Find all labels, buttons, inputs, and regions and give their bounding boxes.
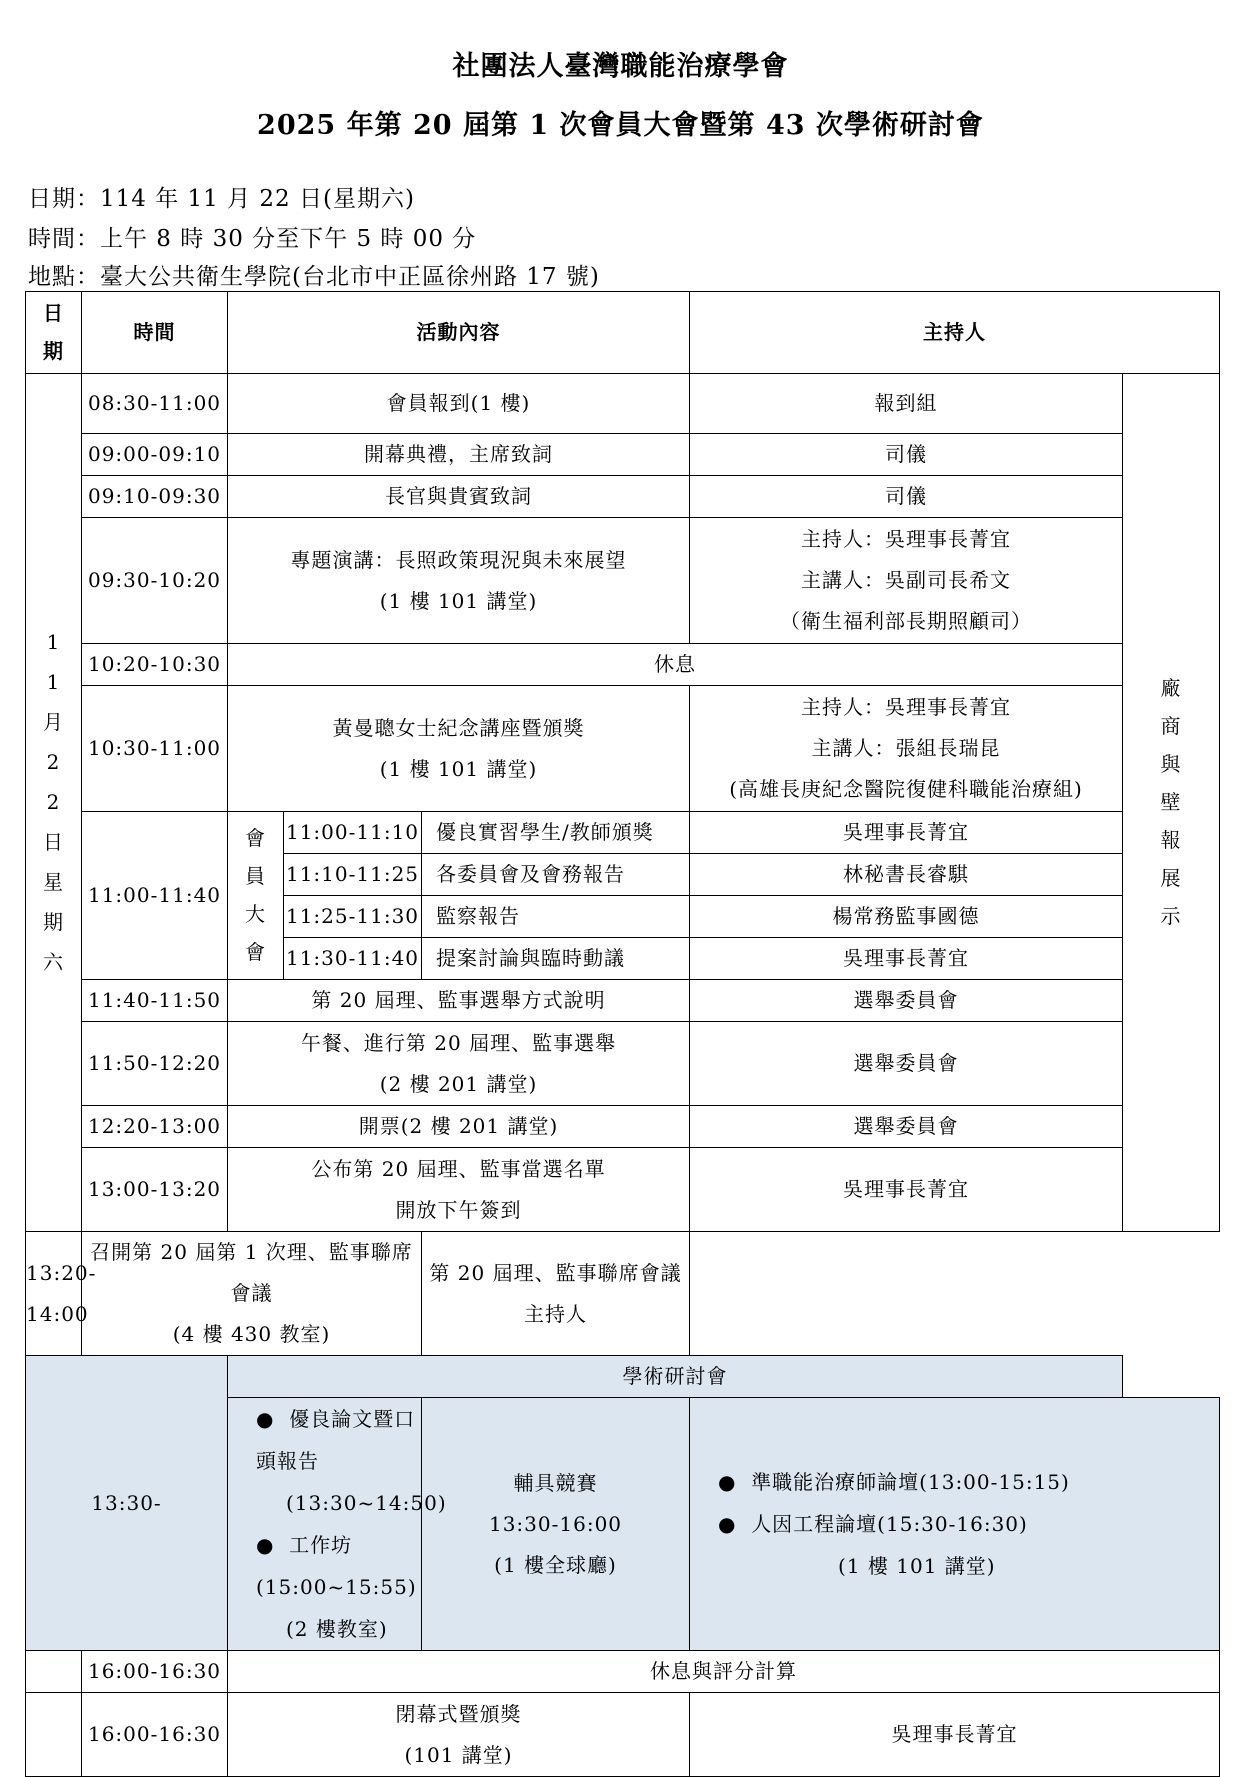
assembly-item-time: 11:30-11:40 — [284, 938, 422, 980]
table-row — [26, 644, 1220, 686]
time-cell: 10:20-10:30 — [82, 644, 228, 686]
table-row — [26, 518, 1220, 644]
side-cell: 廠商與壁報展示 — [1123, 374, 1220, 1232]
content-cell: 長官與貴賓致詞 — [228, 476, 690, 518]
host-cell: 吳理事長菁宜 — [690, 1148, 1123, 1232]
assembly-item-content: 提案討論與臨時動議 — [422, 938, 690, 980]
academic-forum-2: ● 人因工程論壇(15:30-16:30) — [718, 1512, 1028, 1536]
content-cell: 開票(2 樓 201 講堂) — [228, 1106, 690, 1148]
assembly-item-time: 11:25-11:30 — [284, 896, 422, 938]
content-cell: 公布第 20 屆理、監事當選名單 開放下午簽到 — [228, 1148, 690, 1232]
assembly-label-cell: 會員大會 — [228, 812, 284, 980]
table-row — [26, 1232, 1220, 1356]
time-cell: 11:40-11:50 — [82, 980, 228, 1022]
host-cell: 司儀 — [690, 434, 1123, 476]
table-row — [26, 434, 1220, 476]
table-row — [26, 1651, 1220, 1693]
academic-title-cell: 學術研討會 — [228, 1356, 1123, 1398]
assembly-time-cell: 11:00-11:40 — [82, 812, 228, 980]
academic-col3: ● 準職能治療師論壇(13:00-15:15) ● 人因工程論壇(15:30-16:30) (1 樓 101 講堂) — [690, 1398, 1220, 1651]
host-cell: 選舉委員會 — [690, 1106, 1123, 1148]
academic-forum-1: ● 準職能治療師論壇(13:00-15:15) — [718, 1470, 1070, 1494]
assembly-item-host: 林秘書長睿騏 — [690, 854, 1123, 896]
time-cell: 16:00-16:30 — [82, 1693, 228, 1777]
table-row — [26, 1148, 1220, 1232]
assembly-item-content: 監察報告 — [422, 896, 690, 938]
table-row — [26, 476, 1220, 518]
event-place: 地點：臺大公共衛生學院(台北市中正區徐州路 17 號) — [28, 264, 600, 290]
time-cell: 09:00-09:10 — [82, 434, 228, 476]
header-host: 主持人 — [690, 292, 1220, 374]
time-cell: 08:30-11:00 — [82, 374, 228, 434]
time-cell: 10:30-11:00 — [82, 686, 228, 812]
assembly-item-time: 11:00-11:10 — [284, 812, 422, 854]
host-cell: 報到組 — [690, 374, 1123, 434]
event-date: 日期：114 年 11 月 22 日(星期六) — [28, 186, 415, 212]
time-cell: 11:50-12:20 — [82, 1022, 228, 1106]
content-cell: 開幕典禮，主席致詞 — [228, 434, 690, 476]
host-cell: 吳理事長菁宜 — [690, 1693, 1220, 1777]
empty-day-cell — [26, 1693, 82, 1777]
time-cell: 16:00-16:30 — [82, 1651, 228, 1693]
content-cell: 召開第 20 屆第 1 次理、監事聯席會議 (4 樓 430 教室) — [82, 1232, 422, 1356]
assembly-item-content: 各委員會及會務報告 — [422, 854, 690, 896]
content-cell: 會員報到(1 樓) — [228, 374, 690, 434]
academic-time-cell: 13:30- — [26, 1356, 228, 1651]
content-cell: 黃曼聰女士紀念講座暨頒獎 (1 樓 101 講堂) — [228, 686, 690, 812]
assembly-item-time: 11:10-11:25 — [284, 854, 422, 896]
content-cell: 專題演講：長照政策現況與未來展望 (1 樓 101 講堂) — [228, 518, 690, 644]
org-title: 社團法人臺灣職能治療學會 — [452, 51, 789, 82]
table-row — [26, 1022, 1220, 1106]
academic-title-row — [26, 1356, 1220, 1398]
assembly-item-host: 吳理事長菁宜 — [690, 938, 1123, 980]
table-row — [26, 980, 1220, 1022]
table-row — [26, 1106, 1220, 1148]
time-cell: 09:30-10:20 — [82, 518, 228, 644]
header-day: 日期 — [26, 292, 82, 374]
time-cell: 13:00-13:20 — [82, 1148, 228, 1232]
academic-col1: ● 優良論文暨口頭報告 (13:30~14:50) ● 工作坊(15:00~15:55) (2 樓教室) — [228, 1398, 422, 1651]
event-title: 2025 年第 20 屆第 1 次會員大會暨第 43 次學術研討會 — [257, 110, 984, 141]
content-cell: 休息 — [228, 644, 1123, 686]
empty-day-cell — [26, 1651, 82, 1693]
table-row — [26, 1693, 1220, 1777]
day-cell: 11月22日星期六 — [26, 374, 82, 1232]
time-cell: 13:20-14:00 — [26, 1232, 82, 1356]
academic-item-2: ● 工作坊(15:00~15:55) — [256, 1533, 417, 1599]
assembly-item-host: 吳理事長菁宜 — [690, 812, 1123, 854]
academic-col2: 輔具競賽 13:30-16:00 (1 樓全球廳) — [422, 1398, 690, 1651]
host-cell: 選舉委員會 — [690, 1022, 1123, 1106]
host-cell: 主持人：吳理事長菁宜 主講人：張組長瑞昆 (高雄長庚紀念醫院復健科職能治療組) — [690, 686, 1123, 812]
assembly-row — [26, 812, 1220, 854]
table-row — [26, 686, 1220, 812]
content-cell: 閉幕式暨頒獎 (101 講堂) — [228, 1693, 690, 1777]
content-cell: 午餐、進行第 20 屆理、監事選舉 (2 樓 201 講堂) — [228, 1022, 690, 1106]
assembly-item-host: 楊常務監事國德 — [690, 896, 1123, 938]
host-cell: 司儀 — [690, 476, 1123, 518]
header-row — [26, 292, 1220, 374]
time-cell: 09:10-09:30 — [82, 476, 228, 518]
content-cell: 第 20 屆理、監事選舉方式說明 — [228, 980, 690, 1022]
time-cell: 12:20-13:00 — [82, 1106, 228, 1148]
host-cell: 選舉委員會 — [690, 980, 1123, 1022]
academic-item-1: ● 優良論文暨口頭報告 — [256, 1407, 416, 1473]
assembly-item-content: 優良實習學生/教師頒獎 — [422, 812, 690, 854]
event-time: 時間：上午 8 時 30 分至下午 5 時 00 分 — [28, 226, 477, 252]
host-cell: 第 20 屆理、監事聯席會議主持人 — [422, 1232, 690, 1356]
schedule-table — [25, 291, 1220, 1777]
table-row — [26, 374, 1220, 434]
host-cell: 主持人：吳理事長菁宜 主講人：吳副司長希文 （衛生福利部長期照顧司） — [690, 518, 1123, 644]
content-cell: 休息與評分計算 — [228, 1651, 1220, 1693]
header-content: 活動內容 — [228, 292, 690, 374]
header-time: 時間 — [82, 292, 228, 374]
